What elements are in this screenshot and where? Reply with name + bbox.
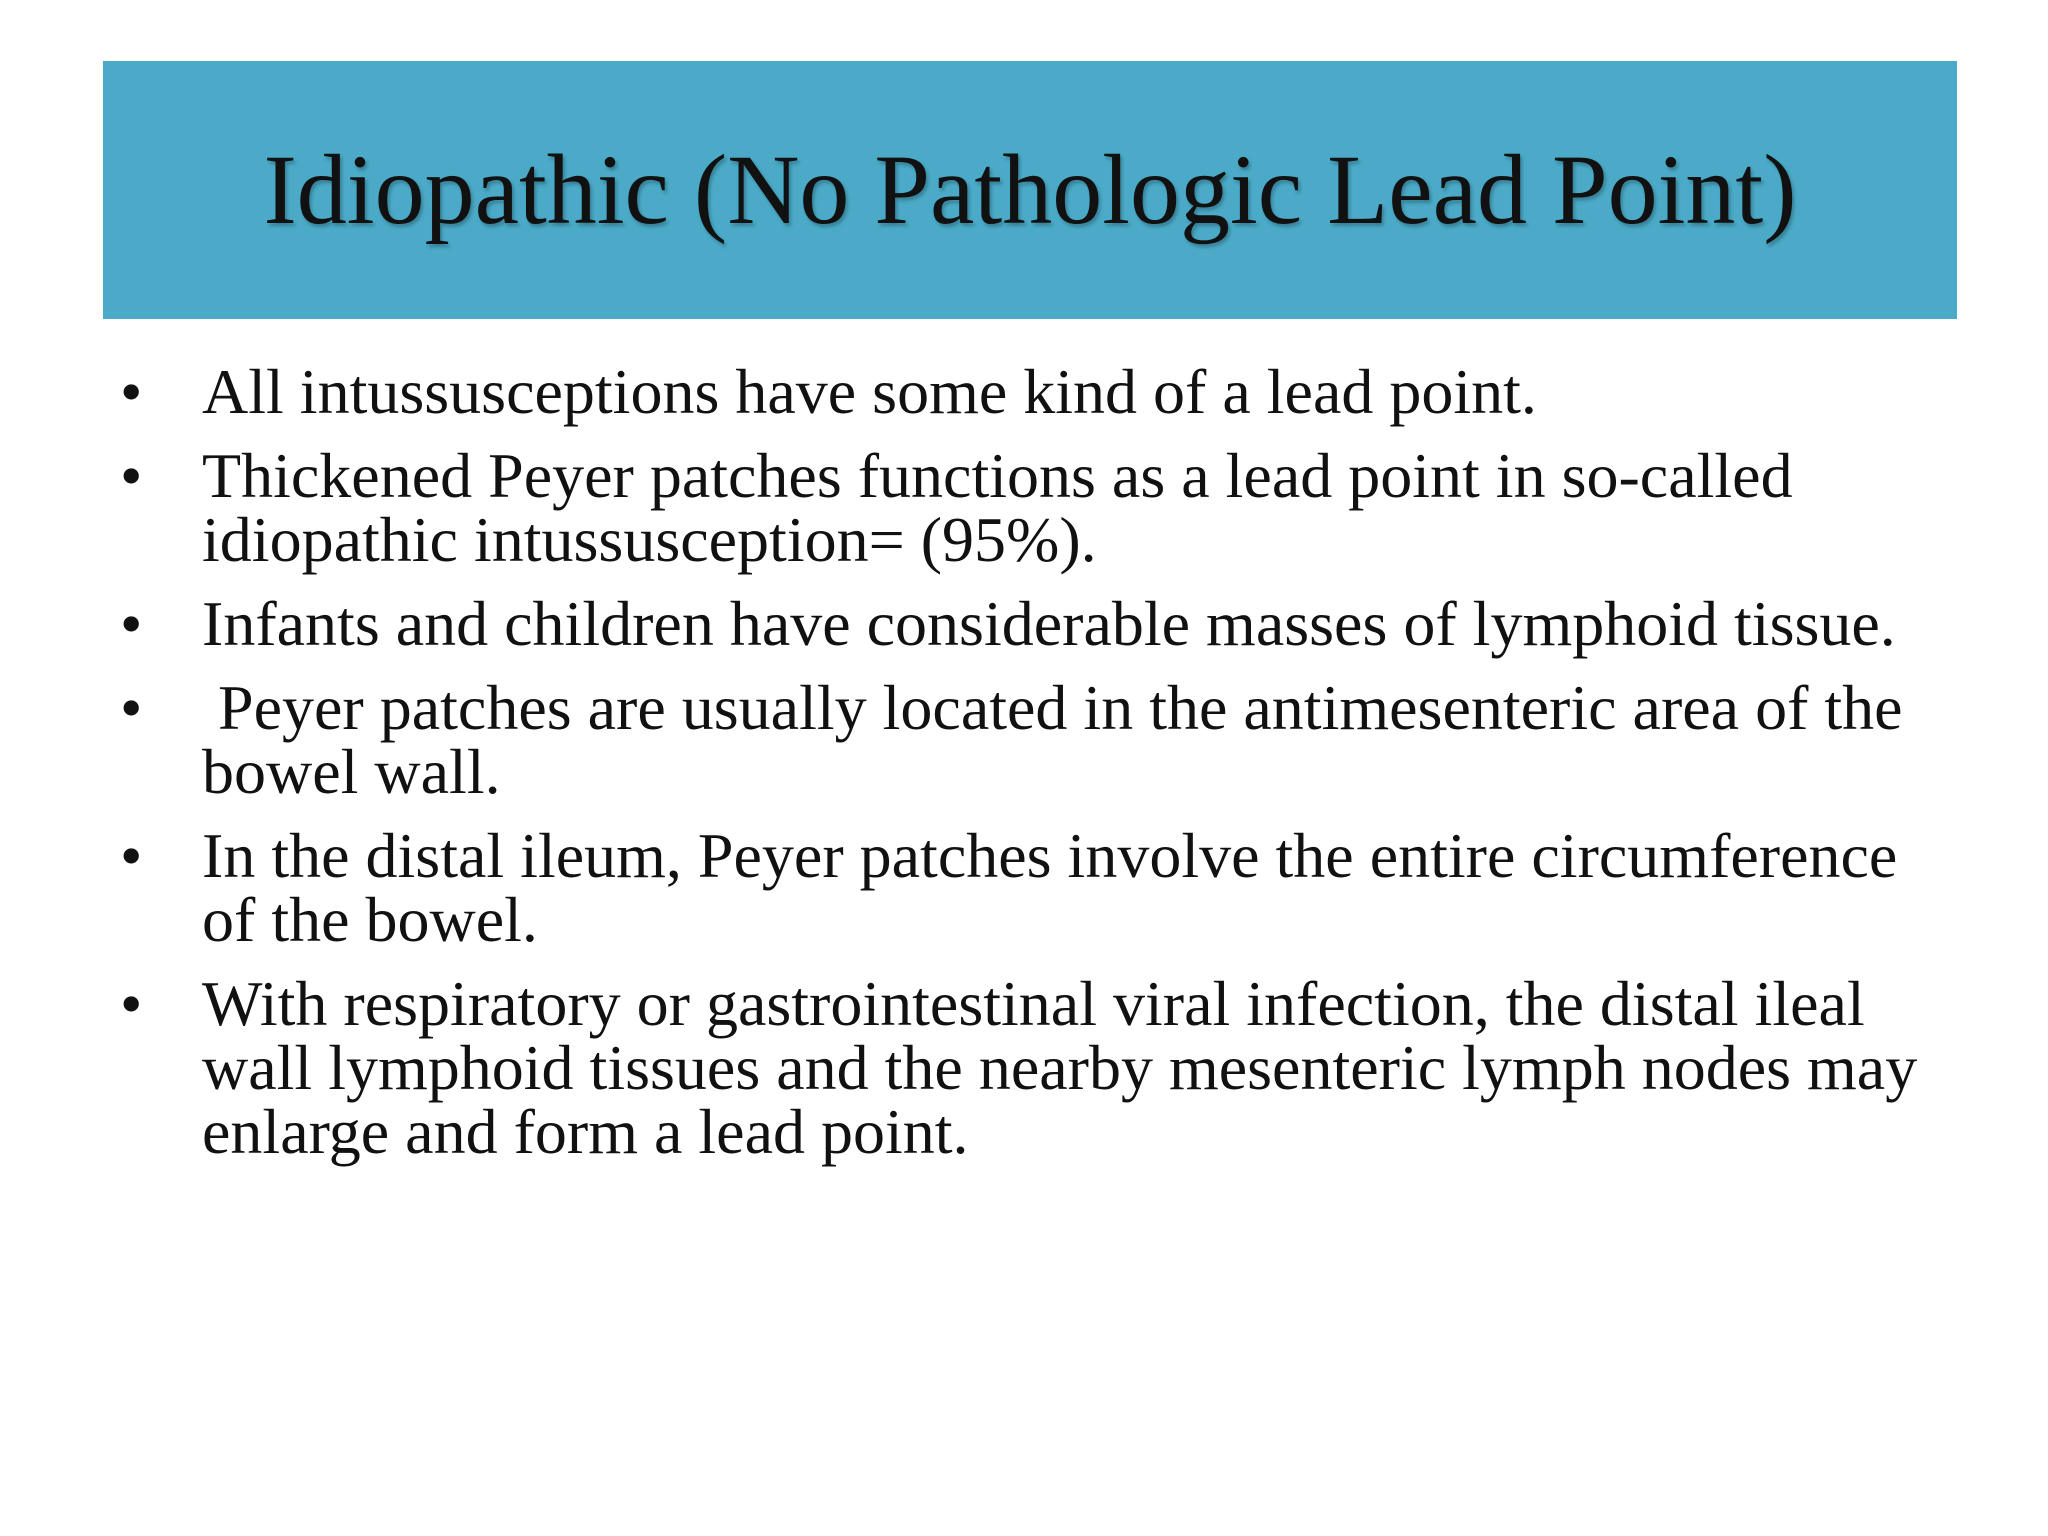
bullet-text: Peyer patches are usually located in the antimesenteric area of the bowel wall. xyxy=(202,672,1903,807)
bullet-text: All intussusceptions have some kind of a lead point. xyxy=(202,356,1537,427)
slide-title: Idiopathic (No Pathologic Lead Point) xyxy=(263,134,1797,245)
bullet-icon: • xyxy=(120,440,143,511)
bullet-item xyxy=(120,588,1950,659)
bullet-item xyxy=(120,440,1950,575)
bullet-text: Thickened Peyer patches functions as a lead point in so-called idiopathic intussusception= (95%). xyxy=(202,440,1793,575)
bullet-item xyxy=(120,672,1950,807)
bullet-text: With respiratory or gastrointestinal viral infection, the distal ileal wall lymphoid tissues and the nearby mesenteric lymph nodes may enlarge and form a lead point. xyxy=(202,968,1918,1167)
bullet-item xyxy=(120,356,1950,427)
bullet-icon: • xyxy=(120,588,143,659)
bullet-item xyxy=(120,820,1950,955)
bullet-icon: • xyxy=(120,356,143,427)
bullet-item xyxy=(120,968,1950,1167)
bullet-text: Infants and children have considerable masses of lymphoid tissue. xyxy=(202,588,1896,659)
title-bar xyxy=(103,61,1957,319)
bullet-icon: • xyxy=(120,672,143,743)
bullet-text: In the distal ileum, Peyer patches involve the entire circumference of the bowel. xyxy=(202,820,1898,955)
bullet-list xyxy=(120,356,1950,1184)
bullet-icon: • xyxy=(120,820,143,891)
bullet-icon: • xyxy=(120,968,143,1039)
